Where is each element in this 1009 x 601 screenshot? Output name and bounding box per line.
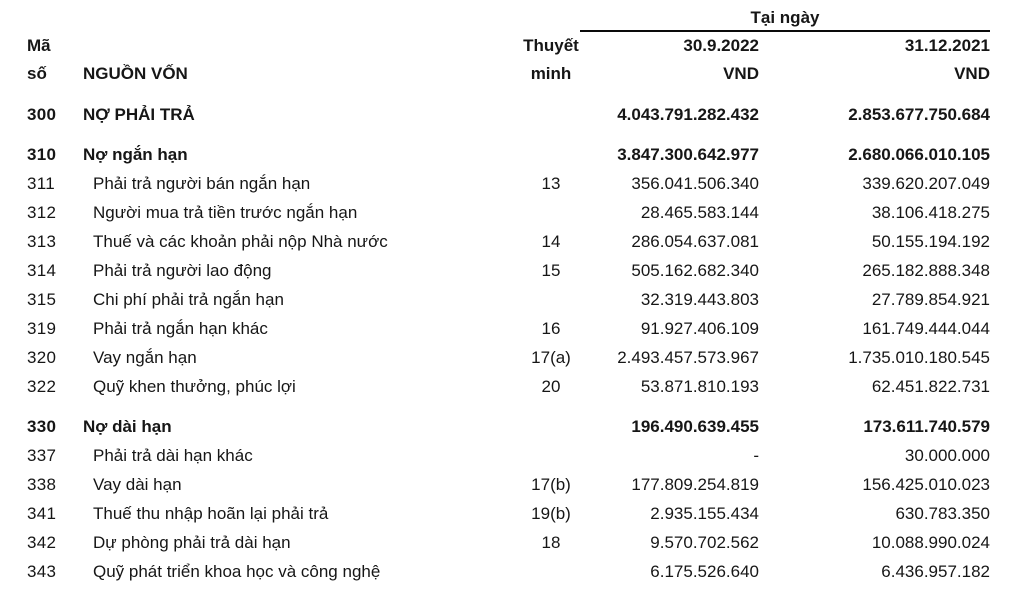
row-value-2022: -	[753, 446, 759, 465]
row-code: 343	[27, 562, 57, 581]
row-item-name: Thuế thu nhập hoãn lại phải trả	[93, 504, 329, 523]
row-value-2021: 339.620.207.049	[862, 174, 990, 193]
row-value-2022: 6.175.526.640	[650, 562, 759, 581]
table-row	[27, 285, 990, 314]
row-code: 319	[27, 319, 57, 338]
row-item-name: Thuế và các khoản phải nộp Nhà nước	[93, 232, 388, 251]
code-column-header-line1: Mã	[27, 36, 51, 55]
table-row	[27, 372, 990, 401]
table-row	[27, 528, 990, 557]
name-column-header: NGUỒN VỐN	[83, 64, 188, 83]
row-note-reference: 18	[541, 533, 561, 552]
row-value-2021: 6.436.957.182	[881, 562, 990, 581]
unit-2022-column-header: VND	[723, 64, 759, 83]
table-row	[27, 100, 990, 129]
row-code: 342	[27, 533, 57, 552]
row-item-name: Phải trả người lao động	[93, 261, 272, 280]
row-value-2021: 10.088.990.024	[871, 533, 990, 552]
table-row	[27, 256, 990, 285]
row-note-reference: 14	[541, 232, 561, 251]
row-note-reference: 13	[541, 174, 561, 193]
row-note-reference	[513, 285, 589, 314]
row-code: 320	[27, 348, 57, 367]
row-value-2021: 2.853.677.750.684	[848, 105, 990, 124]
code-column-header-line2: số	[27, 64, 47, 83]
row-item-name: Quỹ khen thưởng, phúc lợi	[93, 377, 296, 396]
row-value-2021: 156.425.010.023	[862, 475, 990, 494]
row-item-name: Chi phí phải trả ngắn hạn	[93, 290, 284, 309]
row-code: 314	[27, 261, 57, 280]
row-note-reference: 17(b)	[531, 475, 571, 494]
row-value-2021: 50.155.194.192	[871, 232, 990, 251]
date-2021-column-header: 31.12.2021	[904, 36, 990, 55]
notes-column-header-line2: minh	[530, 64, 572, 83]
row-value-2022: 356.041.506.340	[631, 174, 759, 193]
row-note-reference: 17(a)	[531, 348, 571, 367]
unit-2021-column-header: VND	[954, 64, 990, 83]
table-body	[27, 100, 990, 586]
row-value-2022: 32.319.443.803	[640, 290, 759, 309]
table-header-row-2	[27, 60, 990, 88]
row-note-reference: 15	[541, 261, 561, 280]
row-value-2022: 196.490.639.455	[631, 417, 759, 436]
row-note-reference: 16	[541, 319, 561, 338]
row-note-reference	[513, 198, 589, 227]
row-code: 312	[27, 203, 57, 222]
row-code: 315	[27, 290, 57, 309]
row-value-2021: 173.611.740.579	[863, 417, 990, 436]
table-header-row-1	[27, 32, 990, 60]
row-item-name: Quỹ phát triển khoa học và công nghệ	[93, 562, 381, 581]
table-row	[27, 441, 990, 470]
table-row	[27, 227, 990, 256]
row-code: 337	[27, 446, 57, 465]
row-item-name: NỢ PHẢI TRẢ	[83, 105, 195, 124]
row-item-name: Vay ngắn hạn	[93, 348, 197, 367]
table-row	[27, 198, 990, 227]
row-item-name: Dự phòng phải trả dài hạn	[93, 533, 291, 552]
name-column-header-line1	[83, 32, 513, 60]
row-value-2022: 3.847.300.642.977	[617, 145, 759, 164]
row-item-name: Nợ dài hạn	[83, 417, 172, 436]
row-item-name: Người mua trả tiền trước ngắn hạn	[93, 203, 358, 222]
row-note-reference: 19(b)	[531, 504, 571, 523]
row-note-reference	[513, 140, 589, 169]
table-row	[27, 470, 990, 499]
table-header-group	[27, 8, 990, 32]
row-value-2021: 161.749.444.044	[862, 319, 990, 338]
table-row	[27, 140, 990, 169]
row-value-2021: 38.106.418.275	[871, 203, 990, 222]
row-value-2022: 177.809.254.819	[631, 475, 759, 494]
row-value-2021: 2.680.066.010.105	[848, 145, 990, 164]
row-code: 313	[27, 232, 57, 251]
notes-column-header-line1: Thuyết	[523, 36, 579, 55]
row-code: 341	[27, 504, 57, 523]
row-value-2022: 2.493.457.573.967	[617, 348, 759, 367]
row-code: 300	[27, 105, 57, 124]
row-value-2022: 9.570.702.562	[650, 533, 759, 552]
row-code: 310	[27, 145, 57, 164]
row-value-2022: 2.935.155.434	[650, 504, 759, 523]
row-note-reference: 20	[541, 377, 561, 396]
row-item-name: Vay dài hạn	[93, 475, 182, 494]
row-value-2022: 28.465.583.144	[640, 203, 759, 222]
row-item-name: Nợ ngắn hạn	[83, 145, 188, 164]
row-value-2022: 4.043.791.282.432	[617, 105, 759, 124]
row-value-2022: 286.054.637.081	[631, 232, 759, 251]
row-value-2021: 1.735.010.180.545	[848, 348, 990, 367]
table-row	[27, 169, 990, 198]
table-row	[27, 557, 990, 586]
header-spacer	[27, 8, 580, 32]
row-value-2022: 53.871.810.193	[640, 377, 759, 396]
row-note-reference	[513, 557, 589, 586]
row-note-reference	[513, 441, 589, 470]
row-item-name: Phải trả người bán ngắn hạn	[93, 174, 311, 193]
row-value-2022: 91.927.406.109	[640, 319, 759, 338]
row-code: 330	[27, 417, 57, 436]
row-value-2021: 630.783.350	[895, 504, 990, 523]
row-item-name: Phải trả dài hạn khác	[93, 446, 253, 465]
as-at-date-group-header: Tại ngày	[580, 8, 990, 32]
row-value-2021: 30.000.000	[904, 446, 990, 465]
row-code: 322	[27, 377, 57, 396]
date-2022-column-header: 30.9.2022	[683, 36, 759, 55]
table-row	[27, 343, 990, 372]
row-note-reference	[513, 100, 589, 129]
table-row	[27, 412, 990, 441]
row-item-name: Phải trả ngắn hạn khác	[93, 319, 268, 338]
row-code: 311	[27, 174, 56, 193]
row-note-reference	[513, 412, 589, 441]
row-value-2022: 505.162.682.340	[631, 261, 759, 280]
table-row	[27, 314, 990, 343]
row-code: 338	[27, 475, 57, 494]
row-value-2021: 265.182.888.348	[862, 261, 990, 280]
row-value-2021: 62.451.822.731	[871, 377, 990, 396]
row-value-2021: 27.789.854.921	[871, 290, 990, 309]
table-row	[27, 499, 990, 528]
